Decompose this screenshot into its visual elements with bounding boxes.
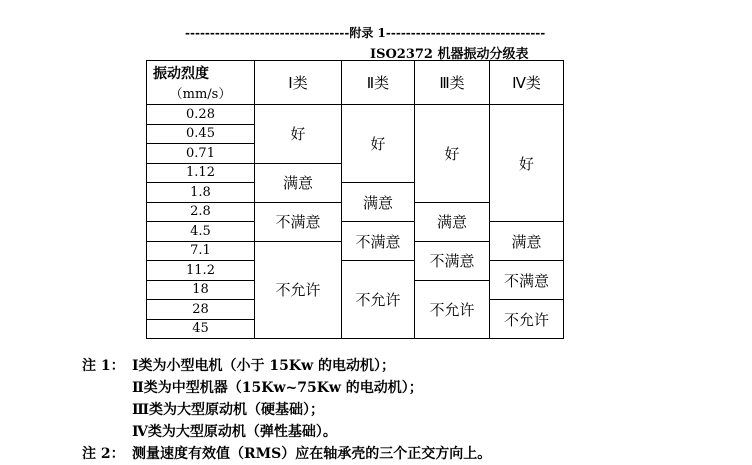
speed-cell: 0.45 (147, 124, 255, 144)
table-title: ISO2372 机器振动分级表 (370, 47, 529, 62)
note-1-line: Ⅲ类为大型原动机（硬基础）； (132, 402, 325, 418)
speed-cell: 0.28 (147, 105, 255, 125)
appendix-heading: ---------------------------------附录 1-------------------------------- (185, 26, 546, 40)
header-unit: （mm/s） (169, 87, 232, 102)
class2-good: 好 (342, 105, 415, 183)
note-1-line: Ⅰ类为小型电机（小于 15Kw 的电动机）； (132, 358, 395, 374)
speed-cell: 18 (147, 280, 255, 300)
class1-good: 好 (255, 105, 342, 164)
speed-cell: 45 (147, 319, 255, 339)
class4-good: 好 (490, 105, 564, 222)
class3-unsatisfactory: 不满意 (415, 241, 490, 280)
class4-unacceptable: 不允许 (490, 300, 564, 339)
speed-cell: 1.12 (147, 163, 255, 183)
note-1 (82, 355, 491, 377)
speed-cell: 4.5 (147, 222, 255, 242)
class3-good: 好 (415, 105, 490, 203)
note-1-row (82, 377, 491, 399)
vibration-grade-table (146, 60, 564, 339)
speed-cell: 7.1 (147, 241, 255, 261)
class4-satisfactory: 满意 (490, 222, 564, 261)
note-1-row (82, 421, 491, 443)
speed-cell: 0.71 (147, 144, 255, 164)
speed-cell: 2.8 (147, 202, 255, 222)
notes (82, 355, 491, 465)
class2-unsatisfactory: 不满意 (342, 222, 415, 261)
class3-unacceptable: 不允许 (415, 280, 490, 339)
header-class-3: Ⅲ类 (415, 61, 490, 105)
note-2 (82, 443, 491, 465)
header-class-2: Ⅱ类 (342, 61, 415, 105)
header-class-1: Ⅰ类 (255, 61, 342, 105)
note-1-row (82, 399, 491, 421)
speed-cell: 28 (147, 300, 255, 320)
class3-satisfactory: 满意 (415, 202, 490, 241)
note-2-label: 注 2： (82, 446, 125, 462)
speed-cell: 1.8 (147, 183, 255, 203)
note-1-line: Ⅳ类为大型原动机（弹性基础）。 (132, 424, 337, 440)
class1-satisfactory: 满意 (255, 163, 342, 202)
note-1-label: 注 1： (82, 358, 125, 374)
note-1-line: Ⅱ类为中型机器（15Kw~75Kw 的电动机）； (132, 380, 423, 396)
class1-unacceptable: 不允许 (255, 241, 342, 339)
note-2-text: 测量速度有效值（RMS）应在轴承壳的三个正交方向上。 (132, 446, 492, 462)
class2-unacceptable: 不允许 (342, 261, 415, 339)
speed-cell: 11.2 (147, 261, 255, 281)
class1-unsatisfactory: 不满意 (255, 202, 342, 241)
header-vibration-severity (147, 61, 255, 105)
header-class-4: Ⅳ类 (490, 61, 564, 105)
class2-satisfactory: 满意 (342, 183, 415, 222)
class4-unsatisfactory: 不满意 (490, 261, 564, 300)
header-title: 振动烈度 (153, 66, 209, 82)
